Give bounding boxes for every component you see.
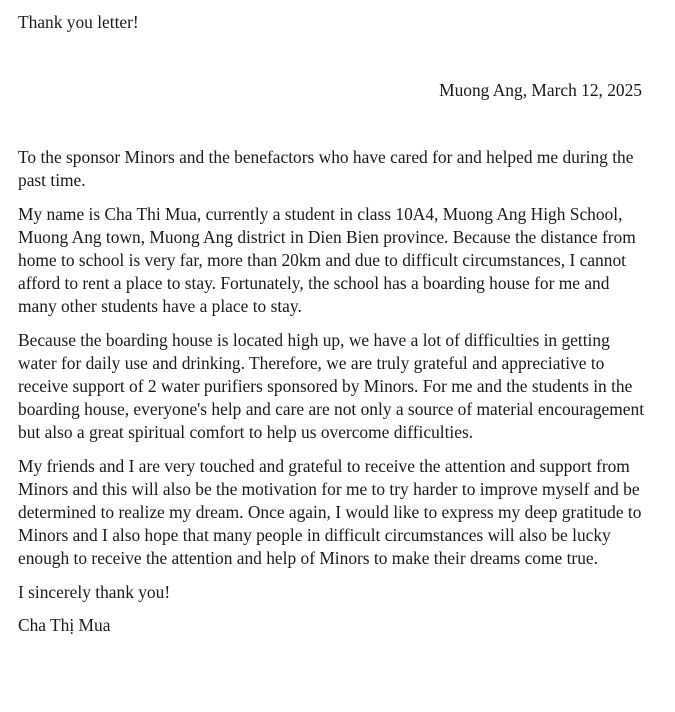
- place-and-date: Muong Ang, March 12, 2025: [439, 80, 642, 100]
- letter-body: [18, 11, 648, 637]
- body-paragraph-gratitude: My friends and I are very touched and grateful to receive the attention and support from Minors and this will also be the motivation for me to try harder to improve myself and be determined to realize my dream. Once again, I would like to express my deep gratitude to Minors and I also hope that many people in difficult circumstances will also be lucky enough to receive the attention and help of Minors to make their dreams come true.: [18, 456, 642, 568]
- letter-title: Thank you letter!: [18, 12, 139, 32]
- closing-line: I sincerely thank you!: [18, 582, 171, 602]
- signature-name: Cha Thị Mua: [18, 615, 111, 635]
- body-paragraph-water-support: Because the boarding house is located high up, we have a lot of difficulties in getting water for daily use and drinking. Therefore, we are truly grateful and appreciative to receive support of 2 water purifiers sponsored by Minors. For me and the students in the boarding house, everyone's help and care are not only a source of material encouragement but also a great spiritual comfort to help us overcome difficulties.: [18, 330, 645, 442]
- greeting-paragraph: To the sponsor Minors and the benefactors who have cared for and helped me during the past time.: [18, 147, 634, 190]
- body-paragraph-introduction: My name is Cha Thi Mua, currently a student in class 10A4, Muong Ang High School, Muong Ang town, Muong Ang district in Dien Bien province. Because the distance from home to school is very far, more than 20km and due to difficult circumstances, I cannot afford to rent a place to stay. Fortunately, the school has a boarding house for me and many other students have a place to stay.: [18, 204, 636, 316]
